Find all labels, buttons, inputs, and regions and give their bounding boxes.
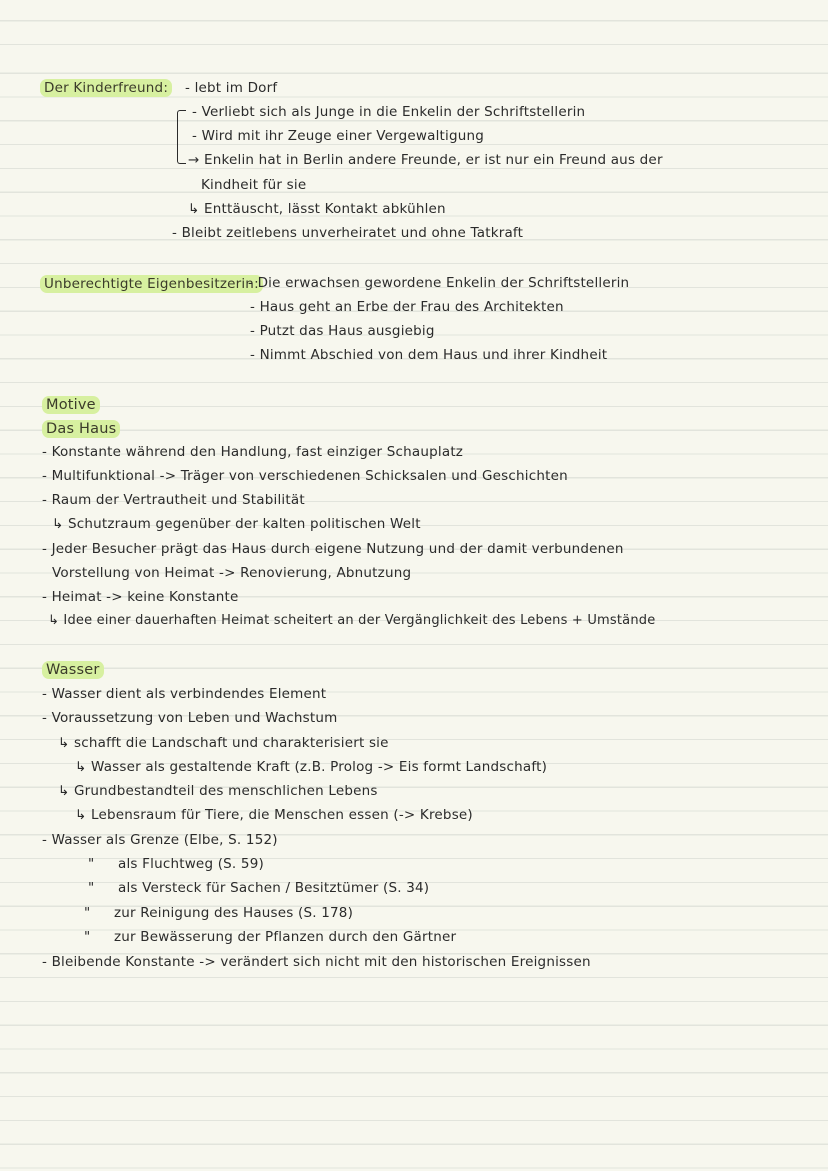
eigenbesitzerin-label: Unberechtigte Eigenbesitzerin: <box>40 275 263 293</box>
kinderfreund-line: → Enkelin hat in Berlin andere Freunde, er ist nur ein Freund aus der <box>188 152 663 168</box>
eigenbesitzerin-line: - Putzt das Haus ausgiebig <box>250 323 435 339</box>
kinderfreund-line: - Verliebt sich als Junge in die Enkelin der Schriftstellerin <box>192 104 586 120</box>
ditto-mark: " <box>88 880 95 896</box>
haus-line: ↳ Schutzraum gegenüber der kalten politischen Welt <box>52 516 421 532</box>
haus-line: - Heimat -> keine Konstante <box>42 589 239 605</box>
wasser-line: zur Bewässerung der Pflanzen durch den Gärtner <box>114 929 457 945</box>
wasser-line: als Versteck für Sachen / Besitztümer (S. 34) <box>118 880 430 896</box>
eigenbesitzerin-line: - Haus geht an Erbe der Frau des Architekten <box>250 299 564 315</box>
das-haus-heading: Das Haus <box>42 420 120 438</box>
wasser-line: ↳ schafft die Landschaft und charakterisiert sie <box>58 735 389 751</box>
ditto-mark: " <box>84 929 91 945</box>
wasser-heading: Wasser <box>42 661 104 679</box>
haus-line: - Jeder Besucher prägt das Haus durch eigene Nutzung und der damit verbundenen <box>42 541 624 557</box>
wasser-line: als Fluchtweg (S. 59) <box>118 856 264 872</box>
wasser-line: ↳ Lebensraum für Tiere, die Menschen essen (-> Krebse) <box>75 807 473 823</box>
kinderfreund-line: - lebt im Dorf <box>185 80 278 96</box>
wasser-line: - Wasser dient als verbindendes Element <box>42 686 327 702</box>
kinderfreund-line: - Wird mit ihr Zeuge einer Vergewaltigung <box>192 128 485 144</box>
ditto-mark: " <box>88 856 95 872</box>
bracket-mark <box>177 110 186 164</box>
kinderfreund-line: - Bleibt zeitlebens unverheiratet und ohne Tatkraft <box>172 225 524 241</box>
wasser-line: ↳ Wasser als gestaltende Kraft (z.B. Prolog -> Eis formt Landschaft) <box>75 759 548 775</box>
wasser-line: - Bleibende Konstante -> verändert sich nicht mit den historischen Ereignissen <box>42 954 591 970</box>
eigenbesitzerin-line: - Nimmt Abschied von dem Haus und ihrer Kindheit <box>250 347 608 363</box>
kinderfreund-label: Der Kinderfreund: <box>40 79 172 97</box>
eigenbesitzerin-line: - Die erwachsen gewordene Enkelin der Schriftstellerin <box>248 275 630 291</box>
haus-line: ↳ Idee einer dauerhaften Heimat scheitert an der Vergänglichkeit des Lebens + Umstände <box>48 613 656 628</box>
wasser-line: ↳ Grundbestandteil des menschlichen Lebens <box>58 783 378 799</box>
wasser-line: zur Reinigung des Hauses (S. 178) <box>114 905 354 921</box>
motive-heading: Motive <box>42 396 100 414</box>
wasser-line: - Wasser als Grenze (Elbe, S. 152) <box>42 832 278 848</box>
kinderfreund-line: ↳ Enttäuscht, lässt Kontakt abkühlen <box>188 201 446 217</box>
haus-line: - Multifunktional -> Träger von verschiedenen Schicksalen und Geschichten <box>42 468 568 484</box>
ditto-mark: " <box>84 905 91 921</box>
haus-line: - Raum der Vertrautheit und Stabilität <box>42 492 305 508</box>
haus-line: - Konstante während den Handlung, fast einziger Schauplatz <box>42 444 464 460</box>
haus-line: Vorstellung von Heimat -> Renovierung, Abnutzung <box>52 565 412 581</box>
wasser-line: - Voraussetzung von Leben und Wachstum <box>42 710 338 726</box>
kinderfreund-line: Kindheit für sie <box>201 177 307 193</box>
